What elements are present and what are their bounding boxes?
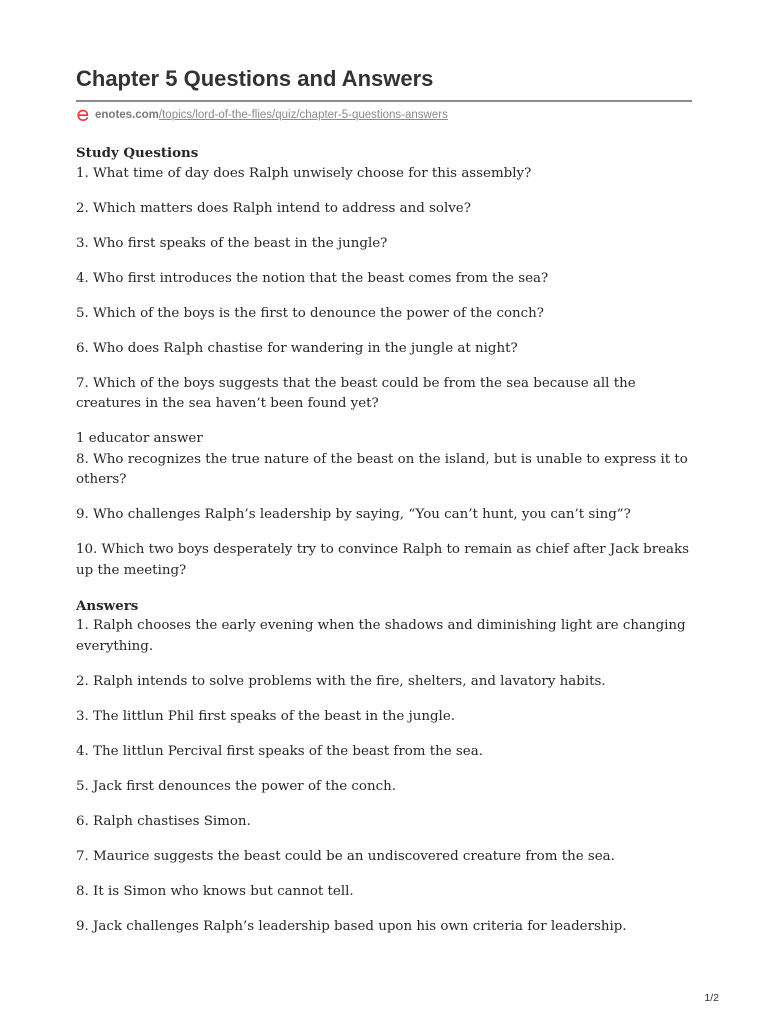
document-body bbox=[76, 143, 692, 937]
answer-9: 9. Jack challenges Ralph’s leadership based upon his own criteria for leadership. bbox=[76, 918, 627, 934]
source-path-link[interactable]: /topics/lord-of-the-flies/quiz/chapter-5-questions-answers bbox=[158, 109, 448, 121]
page-title: Chapter 5 Questions and Answers bbox=[76, 66, 434, 91]
question-6: 6. Who does Ralph chastise for wandering in the jungle at night? bbox=[76, 340, 518, 356]
educator-answer-link[interactable]: 1 educator answer bbox=[76, 431, 203, 446]
question-4: 4. Who first introduces the notion that the beast comes from the sea? bbox=[76, 270, 549, 286]
source-domain-link[interactable]: enotes.com bbox=[95, 109, 159, 121]
source-line[interactable] bbox=[76, 107, 448, 123]
study-questions-heading: Study Questions bbox=[76, 145, 199, 161]
answer-7: 7. Maurice suggests the beast could be an undiscovered creature from the sea. bbox=[76, 848, 615, 864]
question-3: 3. Who first speaks of the beast in the jungle? bbox=[76, 235, 388, 251]
question-10: 10. Which two boys desperately try to convince Ralph to remain as chief after Jack breaks up the meeting? bbox=[76, 542, 690, 578]
question-2: 2. Which matters does Ralph intend to address and solve? bbox=[76, 200, 471, 216]
question-8: 8. Who recognizes the true nature of the beast on the island, but is unable to express it to others? bbox=[76, 451, 688, 487]
question-7: 7. Which of the boys suggests that the beast could be from the sea because all the creatures in the sea haven’t been found yet? bbox=[76, 375, 636, 411]
answer-8: 8. It is Simon who knows but cannot tell. bbox=[76, 883, 354, 899]
answer-5: 5. Jack first denounces the power of the conch. bbox=[76, 778, 396, 794]
question-9: 9. Who challenges Ralph’s leadership by saying, “You can’t hunt, you can’t sing”? bbox=[76, 507, 631, 522]
question-5: 5. Which of the boys is the first to denounce the power of the conch? bbox=[76, 305, 544, 321]
answer-2: 2. Ralph intends to solve problems with the fire, shelters, and lavatory habits. bbox=[76, 673, 606, 689]
answers-heading: Answers bbox=[76, 597, 139, 614]
page-number: 1/2 bbox=[704, 992, 719, 1004]
question-1: 1. What time of day does Ralph unwisely choose for this assembly? bbox=[76, 165, 532, 181]
answer-1: 1. Ralph chooses the early evening when the shadows and diminishing light are changing everything. bbox=[76, 618, 686, 654]
enotes-logo-icon bbox=[76, 108, 90, 122]
answer-6: 6. Ralph chastises Simon. bbox=[76, 813, 251, 829]
title-divider bbox=[76, 100, 692, 102]
answer-4: 4. The littlun Percival first speaks of the beast from the sea. bbox=[76, 743, 483, 759]
answer-3: 3. The littlun Phil first speaks of the beast in the jungle. bbox=[76, 708, 456, 724]
